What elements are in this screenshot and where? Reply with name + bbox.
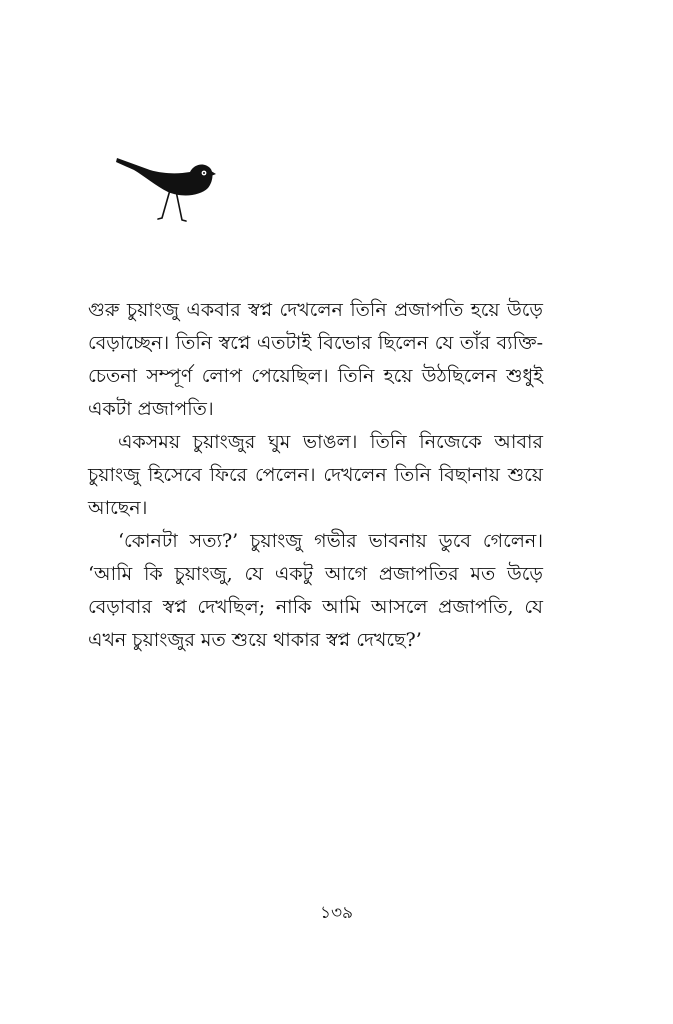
bird-icon	[112, 150, 222, 225]
paragraph-1: গুরু চুয়াংজু একবার স্বপ্ন দেখলেন তিনি প্রজাপতি হয়ে উড়ে বেড়াচ্ছেন। তিনি স্বপ্নে এতটাই বিভোর ছিলেন যে তাঁর ব্যক্তি-চেতনা সম্পূর্ণ লোপ পেয়েছিল। তিনি হয়ে উঠছিলেন শুধুই একটা প্রজাপতি।	[88, 299, 543, 420]
paragraph-2: একসময় চুয়াংজুর ঘুম ভাঙল। তিনি নিজেকে আবার চুয়াংজু হিসেবে ফিরে পেলেন। দেখলেন তিনি বিছানায় শুয়ে আছেন।	[88, 431, 543, 519]
paragraph-3: ‘কোনটা সত্য?’ চুয়াংজু গভীর ভাবনায় ডুবে গেলেন। ‘আমি কি চুয়াংজু, যে একটু আগে প্রজাপতির মত উড়ে বেড়াবার স্বপ্ন দেখছিল; নাকি আমি আসলে প্রজাপতি, যে এখন চুয়াংজুর মত শুয়ে থাকার স্বপ্ন দেখছে?’	[88, 530, 543, 651]
page-number: ১৩৯	[319, 903, 354, 923]
body-text	[88, 294, 543, 657]
